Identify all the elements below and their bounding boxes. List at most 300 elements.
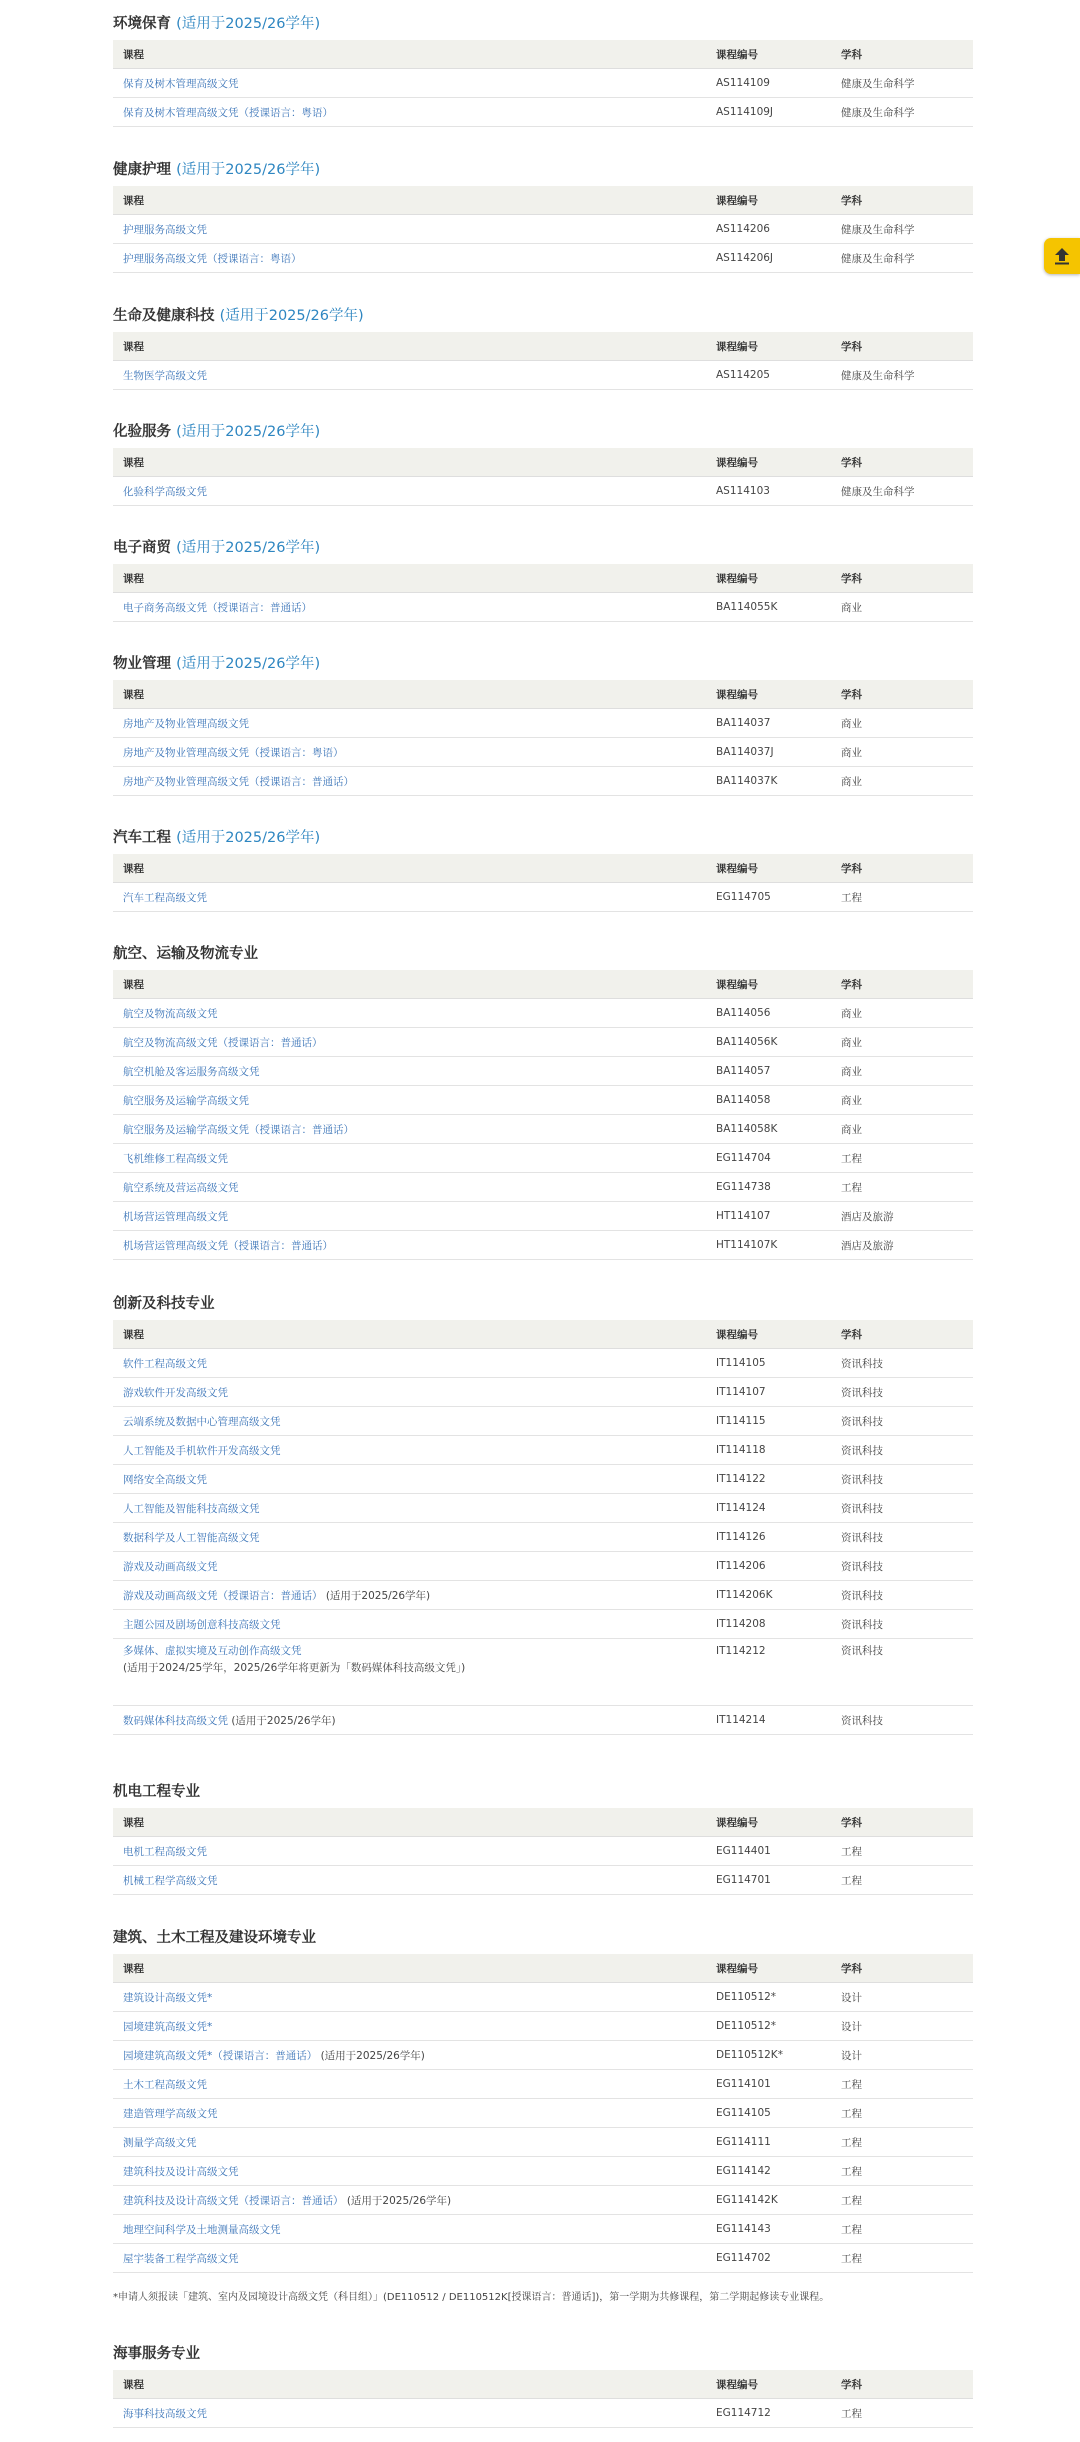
table-row <box>113 2215 973 2244</box>
header-discipline: 学科 <box>831 1808 973 1837</box>
table-row <box>113 1610 973 1639</box>
course-name-cell <box>113 1523 706 1552</box>
table-row <box>113 2099 973 2128</box>
course-discipline: 工程 <box>831 1866 973 1895</box>
course-code: AS114205 <box>706 361 831 390</box>
course-name-cell <box>113 2099 706 2128</box>
section-title-text: 航空、运输及物流专业 <box>113 946 258 962</box>
course-code: DE110512* <box>706 1983 831 2012</box>
course-discipline: 设计 <box>831 1983 973 2012</box>
course-link[interactable]: 云端系统及数据中心管理高级文凭 <box>123 1415 281 1428</box>
course-link[interactable]: 航空及物流高级文凭 <box>123 1007 218 1020</box>
course-name-cell <box>113 2128 706 2157</box>
course-link[interactable]: 网络安全高级文凭 <box>123 1473 207 1486</box>
course-code: BA114055K <box>706 593 831 622</box>
course-discipline: 工程 <box>831 1837 973 1866</box>
course-discipline: 资讯科技 <box>831 1639 973 1706</box>
course-discipline: 商业 <box>831 1115 973 1144</box>
course-code: EG114712 <box>706 2399 831 2428</box>
course-link[interactable]: 地理空间科学及土地测量高级文凭 <box>123 2223 281 2236</box>
table-row <box>113 1639 973 1706</box>
course-discipline: 酒店及旅游 <box>831 1202 973 1231</box>
course-link[interactable]: 建造管理学高级文凭 <box>123 2107 218 2120</box>
course-link[interactable]: 电子商务高级文凭（授课语言：普通话） <box>123 601 312 614</box>
course-code: IT114107 <box>706 1378 831 1407</box>
course-table <box>113 1954 973 2273</box>
course-table <box>113 2370 973 2428</box>
table-row <box>113 1144 973 1173</box>
course-code: AS114109 <box>706 69 831 98</box>
course-code: EG114105 <box>706 2099 831 2128</box>
course-link[interactable]: 护理服务高级文凭 <box>123 223 207 236</box>
header-discipline: 学科 <box>831 186 973 215</box>
course-discipline: 商业 <box>831 999 973 1028</box>
course-code: BA114037J <box>706 738 831 767</box>
course-code: BA114037 <box>706 709 831 738</box>
table-row <box>113 1465 973 1494</box>
course-discipline: 资讯科技 <box>831 1581 973 1610</box>
course-discipline: 资讯科技 <box>831 1436 973 1465</box>
course-link[interactable]: 房地产及物业管理高级文凭（授课语言：普通话） <box>123 775 354 788</box>
course-link[interactable]: 测量学高级文凭 <box>123 2136 197 2149</box>
table-row <box>113 1552 973 1581</box>
course-link[interactable]: 软件工程高级文凭 <box>123 1357 207 1370</box>
course-name-cell <box>113 767 706 796</box>
course-sub-note: (适用于2024/25学年，2025/26学年将更新为「数码媒体科技高级文凭」) <box>123 1662 466 1674</box>
course-discipline: 资讯科技 <box>831 1552 973 1581</box>
course-discipline: 工程 <box>831 2215 973 2244</box>
course-link[interactable]: 电机工程高级文凭 <box>123 1845 207 1858</box>
table-row <box>113 1581 973 1610</box>
table-row <box>113 1436 973 1465</box>
course-link[interactable]: 土木工程高级文凭 <box>123 2078 207 2091</box>
course-discipline: 健康及生命科学 <box>831 98 973 127</box>
course-link[interactable]: 航空机舱及客运服务高级文凭 <box>123 1065 260 1078</box>
course-section <box>113 826 973 912</box>
course-discipline: 健康及生命科学 <box>831 215 973 244</box>
course-discipline: 健康及生命科学 <box>831 244 973 273</box>
course-discipline: 健康及生命科学 <box>831 69 973 98</box>
course-name-cell <box>113 98 706 127</box>
course-link[interactable]: 保育及树木管理高级文凭（授课语言：粤语） <box>123 106 333 119</box>
header-course: 课程 <box>113 564 706 593</box>
course-discipline: 健康及生命科学 <box>831 361 973 390</box>
course-name-cell <box>113 1407 706 1436</box>
course-link[interactable]: 保育及树木管理高级文凭 <box>123 77 239 90</box>
section-title <box>113 1780 973 1804</box>
course-link[interactable]: 人工智能及手机软件开发高级文凭 <box>123 1444 281 1457</box>
header-course: 课程 <box>113 186 706 215</box>
course-link[interactable]: 航空服务及运输学高级文凭 <box>123 1094 249 1107</box>
section-title <box>113 1926 973 1950</box>
section-year-note: (适用于2025/26学年) <box>176 162 321 178</box>
table-row <box>113 2070 973 2099</box>
course-link[interactable]: 游戏软件开发高级文凭 <box>123 1386 228 1399</box>
course-section <box>113 1926 973 2273</box>
course-code: EG114401 <box>706 1837 831 1866</box>
course-section <box>113 158 973 273</box>
course-link[interactable]: 航空及物流高级文凭（授课语言：普通话） <box>123 1036 323 1049</box>
course-code: EG114705 <box>706 883 831 912</box>
course-link[interactable]: 数码媒体科技高级文凭 <box>123 1714 228 1727</box>
course-year-note: (适用于2025/26学年) <box>322 1589 431 1602</box>
section-year-note: (适用于2025/26学年) <box>176 830 321 846</box>
course-discipline: 健康及生命科学 <box>831 477 973 506</box>
table-row <box>113 999 973 1028</box>
course-name-cell <box>113 1465 706 1494</box>
header-course: 课程 <box>113 854 706 883</box>
course-code: IT114115 <box>706 1407 831 1436</box>
header-code: 课程编号 <box>706 680 831 709</box>
header-course: 课程 <box>113 332 706 361</box>
section-title-text: 化验服务 <box>113 424 171 440</box>
course-name-cell <box>113 1494 706 1523</box>
course-code: DE110512* <box>706 2012 831 2041</box>
header-course: 课程 <box>113 1954 706 1983</box>
course-code: EG114738 <box>706 1173 831 1202</box>
course-code: IT114214 <box>706 1706 831 1735</box>
section-title-text: 建筑、土木工程及建设环境专业 <box>113 1930 316 1946</box>
course-name-cell <box>113 2215 706 2244</box>
course-code: EG114111 <box>706 2128 831 2157</box>
course-link[interactable]: 化验科学高级文凭 <box>123 485 207 498</box>
table-header-row <box>113 332 973 361</box>
course-name-cell <box>113 1202 706 1231</box>
course-code: HT114107 <box>706 1202 831 1231</box>
course-name-cell <box>113 1706 706 1735</box>
table-row <box>113 1086 973 1115</box>
header-discipline: 学科 <box>831 564 973 593</box>
header-discipline: 学科 <box>831 1320 973 1349</box>
table-header-row <box>113 186 973 215</box>
table-row <box>113 69 973 98</box>
course-link[interactable]: 航空系统及营运高级文凭 <box>123 1181 239 1194</box>
course-name-cell <box>113 2041 706 2070</box>
course-discipline: 商业 <box>831 1057 973 1086</box>
header-discipline: 学科 <box>831 40 973 69</box>
table-row <box>113 1115 973 1144</box>
table-row <box>113 2186 973 2215</box>
table-row <box>113 2041 973 2070</box>
section-title-text: 汽车工程 <box>113 830 171 846</box>
section-title <box>113 826 973 850</box>
course-section <box>113 942 973 1260</box>
course-discipline: 设计 <box>831 2041 973 2070</box>
header-course: 课程 <box>113 448 706 477</box>
course-table <box>113 448 973 506</box>
course-link[interactable]: 机场营运管理高级文凭 <box>123 1210 228 1223</box>
course-section <box>113 1292 973 1735</box>
table-row <box>113 2244 973 2273</box>
course-discipline: 工程 <box>831 883 973 912</box>
course-name-cell <box>113 1837 706 1866</box>
course-name-cell <box>113 1349 706 1378</box>
header-discipline: 学科 <box>831 970 973 999</box>
table-header-row <box>113 448 973 477</box>
table-row <box>113 477 973 506</box>
course-discipline: 工程 <box>831 2157 973 2186</box>
course-section <box>113 2342 973 2428</box>
table-header-row <box>113 2370 973 2399</box>
table-header-row <box>113 854 973 883</box>
table-row <box>113 215 973 244</box>
course-code: AS114206J <box>706 244 831 273</box>
table-row <box>113 767 973 796</box>
course-discipline: 工程 <box>831 2070 973 2099</box>
section-year-note: (适用于2025/26学年) <box>176 656 321 672</box>
course-section <box>113 652 973 796</box>
course-discipline: 资讯科技 <box>831 1494 973 1523</box>
course-name-cell <box>113 2012 706 2041</box>
course-code: BA114037K <box>706 767 831 796</box>
section-title <box>113 652 973 676</box>
course-name-cell <box>113 1028 706 1057</box>
course-link[interactable]: 主题公园及剧场创意科技高级文凭 <box>123 1618 281 1631</box>
course-name-cell <box>113 477 706 506</box>
course-link[interactable]: 房地产及物业管理高级文凭（授课语言：粤语） <box>123 746 344 759</box>
table-row <box>113 1349 973 1378</box>
header-course: 课程 <box>113 1808 706 1837</box>
course-discipline: 资讯科技 <box>831 1706 973 1735</box>
table-row <box>113 1407 973 1436</box>
course-discipline: 工程 <box>831 2128 973 2157</box>
header-code: 课程编号 <box>706 2370 831 2399</box>
course-link[interactable]: 飞机维修工程高级文凭 <box>123 1152 228 1165</box>
course-link[interactable]: 园境建筑高级文凭* <box>123 2020 213 2033</box>
section-title-text: 环境保育 <box>113 16 171 32</box>
section-title <box>113 536 973 560</box>
course-name-cell <box>113 69 706 98</box>
course-table <box>113 186 973 273</box>
table-row <box>113 2128 973 2157</box>
course-code: IT114206K <box>706 1581 831 1610</box>
course-code: IT114124 <box>706 1494 831 1523</box>
table-row <box>113 1057 973 1086</box>
header-code: 课程编号 <box>706 854 831 883</box>
header-discipline: 学科 <box>831 1954 973 1983</box>
course-link[interactable]: 建筑设计高级文凭* <box>123 1991 213 2004</box>
course-section <box>113 1780 973 1895</box>
course-link[interactable]: 游戏及动画高级文凭 <box>123 1560 218 1573</box>
course-section <box>113 420 973 506</box>
header-course: 课程 <box>113 40 706 69</box>
table-row <box>113 593 973 622</box>
course-link[interactable]: 机场营运管理高级文凭（授课语言：普通话） <box>123 1239 333 1252</box>
table-row <box>113 2012 973 2041</box>
course-code: AS114109J <box>706 98 831 127</box>
header-code: 课程编号 <box>706 332 831 361</box>
course-discipline: 商业 <box>831 709 973 738</box>
header-course: 课程 <box>113 2370 706 2399</box>
table-row <box>113 883 973 912</box>
course-code: BA114056 <box>706 999 831 1028</box>
section-title <box>113 158 973 182</box>
course-link[interactable]: 建筑科技及设计高级文凭 <box>123 2165 239 2178</box>
section-title-text: 物业管理 <box>113 656 171 672</box>
course-discipline: 资讯科技 <box>831 1523 973 1552</box>
section-title-text: 海事服务专业 <box>113 2346 200 2362</box>
course-code: BA114056K <box>706 1028 831 1057</box>
course-link[interactable]: 园境建筑高级文凭*（授课语言：普通话） <box>123 2049 318 2062</box>
section-year-note: (适用于2025/26学年) <box>176 424 321 440</box>
course-name-cell <box>113 2070 706 2099</box>
section-title <box>113 420 973 444</box>
footnote: *申请人须报读「建筑、室内及园境设计高级文凭（科目组）」(DE110512 / DE110512K[授课语言：普通话])，第一学期为共修课程，第二学期起修读专业课程。 <box>113 2292 830 2303</box>
header-discipline: 学科 <box>831 332 973 361</box>
table-row <box>113 2399 973 2428</box>
table-row <box>113 1523 973 1552</box>
header-code: 课程编号 <box>706 448 831 477</box>
section-title-text: 创新及科技专业 <box>113 1296 215 1312</box>
table-row <box>113 1494 973 1523</box>
course-discipline: 工程 <box>831 2099 973 2128</box>
section-title-text: 机电工程专业 <box>113 1784 200 1800</box>
course-table <box>113 1808 973 1895</box>
course-name-cell <box>113 1639 706 1706</box>
course-name-cell <box>113 1057 706 1086</box>
table-header-row <box>113 1954 973 1983</box>
course-name-cell <box>113 1231 706 1260</box>
header-code: 课程编号 <box>706 970 831 999</box>
course-name-cell <box>113 1983 706 2012</box>
table-header-row <box>113 680 973 709</box>
section-title <box>113 12 973 36</box>
course-name-cell <box>113 1610 706 1639</box>
table-row <box>113 1202 973 1231</box>
course-table <box>113 564 973 622</box>
course-discipline: 商业 <box>831 1086 973 1115</box>
course-link[interactable]: 房地产及物业管理高级文凭 <box>123 717 249 730</box>
table-row <box>113 244 973 273</box>
course-discipline: 商业 <box>831 593 973 622</box>
section-title-text: 电子商贸 <box>113 540 171 556</box>
course-code: IT114212 <box>706 1639 831 1706</box>
table-row <box>113 738 973 767</box>
course-name-cell <box>113 2157 706 2186</box>
table-header-row <box>113 970 973 999</box>
course-discipline: 商业 <box>831 1028 973 1057</box>
header-code: 课程编号 <box>706 564 831 593</box>
course-discipline: 工程 <box>831 1173 973 1202</box>
course-code: IT114118 <box>706 1436 831 1465</box>
section-title <box>113 942 973 966</box>
course-link[interactable]: 汽车工程高级文凭 <box>123 891 207 904</box>
course-code: BA114058K <box>706 1115 831 1144</box>
header-code: 课程编号 <box>706 1320 831 1349</box>
header-course: 课程 <box>113 970 706 999</box>
course-code: EG114142K <box>706 2186 831 2215</box>
course-link[interactable]: 海事科技高级文凭 <box>123 2407 207 2420</box>
course-code: EG114704 <box>706 1144 831 1173</box>
course-table <box>113 970 973 1260</box>
course-name-cell <box>113 738 706 767</box>
course-discipline: 资讯科技 <box>831 1407 973 1436</box>
course-discipline: 工程 <box>831 2399 973 2428</box>
course-discipline: 商业 <box>831 767 973 796</box>
table-header-row <box>113 1808 973 1837</box>
course-link[interactable]: 建筑科技及设计高级文凭（授课语言：普通话） <box>123 2194 344 2207</box>
table-header-row <box>113 1320 973 1349</box>
course-link[interactable]: 航空服务及运输学高级文凭（授课语言：普通话） <box>123 1123 354 1136</box>
header-code: 课程编号 <box>706 186 831 215</box>
header-course: 课程 <box>113 1320 706 1349</box>
course-code: BA114057 <box>706 1057 831 1086</box>
course-link[interactable]: 屋宇装备工程学高级文凭 <box>123 2252 239 2265</box>
course-code: IT114208 <box>706 1610 831 1639</box>
header-discipline: 学科 <box>831 854 973 883</box>
section-title <box>113 304 973 328</box>
course-name-cell <box>113 1115 706 1144</box>
course-code: IT114206 <box>706 1552 831 1581</box>
course-name-cell <box>113 2399 706 2428</box>
course-discipline: 设计 <box>831 2012 973 2041</box>
section-year-note: (适用于2025/26学年) <box>176 540 321 556</box>
course-name-cell <box>113 2186 706 2215</box>
table-row <box>113 1706 973 1735</box>
course-section <box>113 536 973 622</box>
section-title <box>113 1292 973 1316</box>
course-name-cell <box>113 2244 706 2273</box>
course-code: IT114105 <box>706 1349 831 1378</box>
table-row <box>113 98 973 127</box>
course-name-cell <box>113 883 706 912</box>
course-link[interactable]: 数据科学及人工智能高级文凭 <box>123 1531 260 1544</box>
table-row <box>113 1028 973 1057</box>
course-code: EG114702 <box>706 2244 831 2273</box>
back-to-top-button[interactable] <box>1044 238 1080 274</box>
table-row <box>113 1983 973 2012</box>
course-name-cell <box>113 709 706 738</box>
course-code: EG114143 <box>706 2215 831 2244</box>
section-title-text: 健康护理 <box>113 162 171 178</box>
course-discipline: 工程 <box>831 2186 973 2215</box>
course-table <box>113 40 973 127</box>
course-code: EG114101 <box>706 2070 831 2099</box>
course-link[interactable]: 多媒体、虚拟实境及互动创作高级文凭 <box>123 1645 302 1657</box>
header-course: 课程 <box>113 680 706 709</box>
course-discipline: 工程 <box>831 1144 973 1173</box>
course-name-cell <box>113 1378 706 1407</box>
course-name-cell <box>113 1086 706 1115</box>
course-section <box>113 12 973 127</box>
course-code: HT114107K <box>706 1231 831 1260</box>
header-code: 课程编号 <box>706 1954 831 1983</box>
table-row <box>113 709 973 738</box>
course-link[interactable]: 护理服务高级文凭（授课语言：粤语） <box>123 252 302 265</box>
course-name-cell <box>113 1866 706 1895</box>
course-name-cell <box>113 1552 706 1581</box>
table-row <box>113 2157 973 2186</box>
course-link[interactable]: 机械工程学高级文凭 <box>123 1874 218 1887</box>
course-name-cell <box>113 999 706 1028</box>
header-discipline: 学科 <box>831 680 973 709</box>
course-code: IT114126 <box>706 1523 831 1552</box>
course-discipline: 资讯科技 <box>831 1465 973 1494</box>
course-code: BA114058 <box>706 1086 831 1115</box>
course-discipline: 资讯科技 <box>831 1378 973 1407</box>
header-discipline: 学科 <box>831 2370 973 2399</box>
course-code: AS114206 <box>706 215 831 244</box>
course-link[interactable]: 生物医学高级文凭 <box>123 369 207 382</box>
course-code: DE110512K* <box>706 2041 831 2070</box>
course-link[interactable]: 游戏及动画高级文凭（授课语言：普通话） <box>123 1589 323 1602</box>
course-discipline: 工程 <box>831 2244 973 2273</box>
course-year-note: (适用于2025/26学年) <box>343 2194 452 2207</box>
course-name-cell <box>113 215 706 244</box>
course-link[interactable]: 人工智能及智能科技高级文凭 <box>123 1502 260 1515</box>
course-table <box>113 332 973 390</box>
table-row <box>113 1378 973 1407</box>
